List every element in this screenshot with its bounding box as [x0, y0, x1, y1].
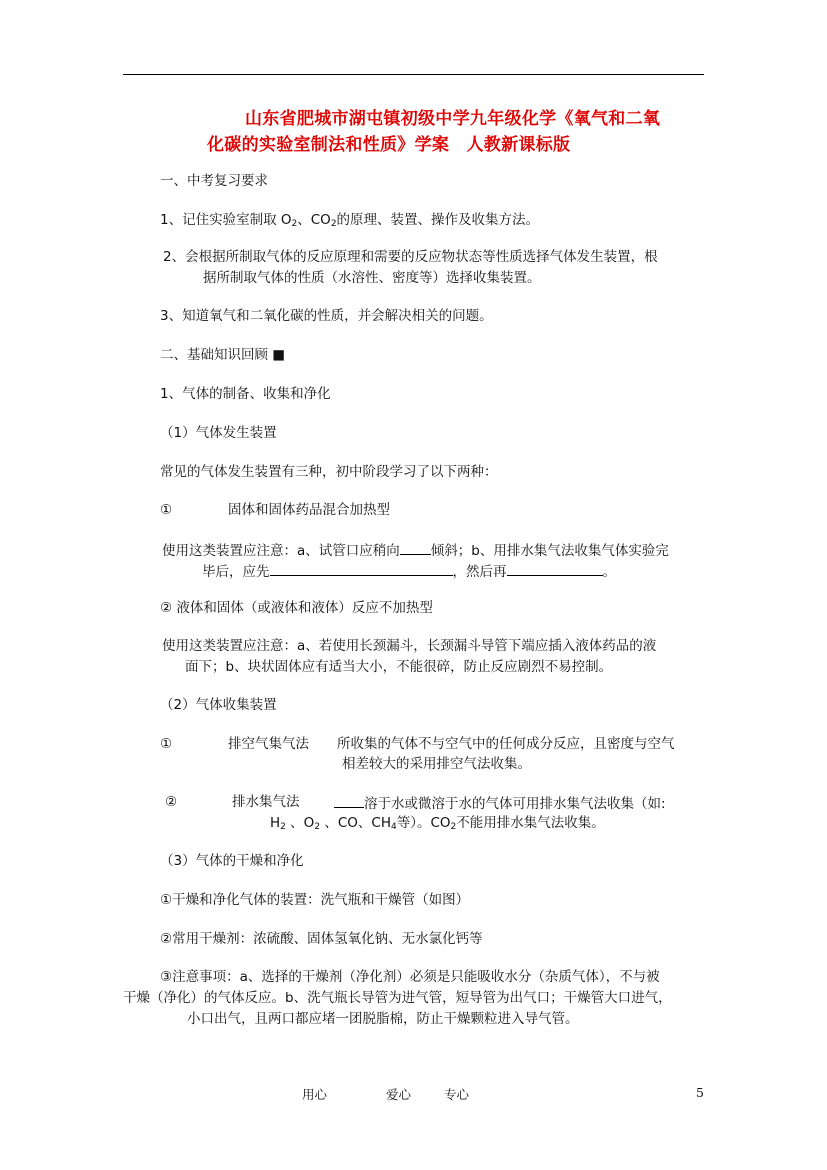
collection-method1-number: ① [160, 736, 173, 752]
generator-note1-line1: 使用这类装置应注意：a、试管口应稍向 倾斜；b、用排水集气法收集气体实验完 [162, 540, 669, 560]
heading-gas-generator: （1）气体发生装置 [160, 425, 277, 441]
requirement-item-1: 1、记住实验室制取 $O_2$、$CO_2$的原理、装置、操作及收集方法。 [160, 212, 540, 229]
generator-type2: ② 液体和固体（或液体和液体）反应不加热型 [160, 600, 433, 616]
generator-type1-number: ① [160, 502, 173, 518]
section-heading-review-requirements: 一、中考复习要求 [160, 173, 268, 189]
collection-method1-desc-line1: 所收集的气体不与空气中的任何成分反应，且密度与空气 [337, 736, 675, 752]
collection-method2-desc-line2: $H_2$ 、$O_2$ 、CO、$CH_4$等）。$CO_2$不能用排水集气法收集。 [270, 815, 605, 832]
fill-blank-1[interactable] [400, 540, 431, 555]
requirement-item-2-line2: 据所制取气体的性质（水溶性、密度等）选择收集装置。 [203, 270, 541, 286]
document-title-line1: 山东省肥城市湖屯镇初级中学九年级化学《氧气和二氧 [245, 109, 661, 129]
drying-item-3-line2: 干燥（净化）的气体反应。b、洗气瓶长导管为进气管，短导管为出气口；干燥管大口进气， [123, 990, 672, 1006]
heading-gas-collection: （2）气体收集装置 [160, 697, 277, 713]
footer-text-1: 用心 [302, 1087, 328, 1102]
drying-item-3-line3: 小口出气，且两口都应堵一团脱脂棉，防止干燥颗粒进入导气管。 [187, 1011, 579, 1027]
fill-blank-3[interactable] [507, 561, 603, 576]
collection-method1-desc-line2: 相差较大的采用排空气法收集。 [342, 756, 531, 772]
footer-text-3: 专心 [444, 1087, 470, 1102]
collection-method2-number: ② [165, 794, 178, 810]
requirement-item-3: 3、知道氧气和二氧化碳的性质，并会解决相关的问题。 [160, 308, 493, 324]
document-title-line2: 化碳的实验室制法和性质》学案 人教新课标版 [207, 135, 571, 155]
generator-note2-line2: 面下；b、块状固体应有适当大小，不能很碎，防止反应剧烈不易控制。 [185, 659, 613, 675]
generator-intro: 常见的气体发生装置有三种，初中阶段学习了以下两种： [160, 464, 498, 480]
header-rule [123, 74, 704, 75]
fill-blank-2[interactable] [270, 561, 453, 576]
collection-method2-desc-line1: 溶于水或微溶于水的气体可用排水集气法收集（如: [334, 793, 666, 813]
collection-method1-label: 排空气集气法 [228, 736, 309, 752]
requirement-item-2-line1: 2、会根据所制取气体的反应原理和需要的反应物状态等性质选择气体发生装置，根 [163, 249, 658, 265]
section-heading-basic-knowledge: 二、基础知识回顾 ■ [160, 347, 286, 363]
heading-gas-drying: （3）气体的干燥和净化 [160, 853, 304, 869]
drying-item-3-line1: ③注意事项：a、选择的干燥剂（净化剂）必须是只能吸收水分（杂质气体），不与被 [160, 969, 660, 985]
drying-item-2: ②常用干燥剂：浓硫酸、固体氢氧化钠、无水氯化钙等 [160, 931, 483, 947]
footer-text-2: 爱心 [386, 1087, 412, 1102]
collection-method2-label: 排水集气法 [232, 794, 300, 810]
fill-blank-4[interactable] [334, 793, 364, 808]
page-number: 5 [696, 1085, 704, 1100]
subsection-gas-preparation: 1、气体的制备、收集和净化 [160, 386, 331, 402]
drying-item-1: ①干燥和净化气体的装置：洗气瓶和干燥管（如图） [160, 892, 470, 908]
generator-type1-label: 固体和固体药品混合加热型 [228, 502, 390, 518]
generator-note2-line1: 使用这类装置应注意：a、若使用长颈漏斗，长颈漏斗导管下端应插入液体药品的液 [162, 638, 657, 654]
generator-note1-line2: 毕后，应先 ，然后再 。 [202, 561, 616, 581]
